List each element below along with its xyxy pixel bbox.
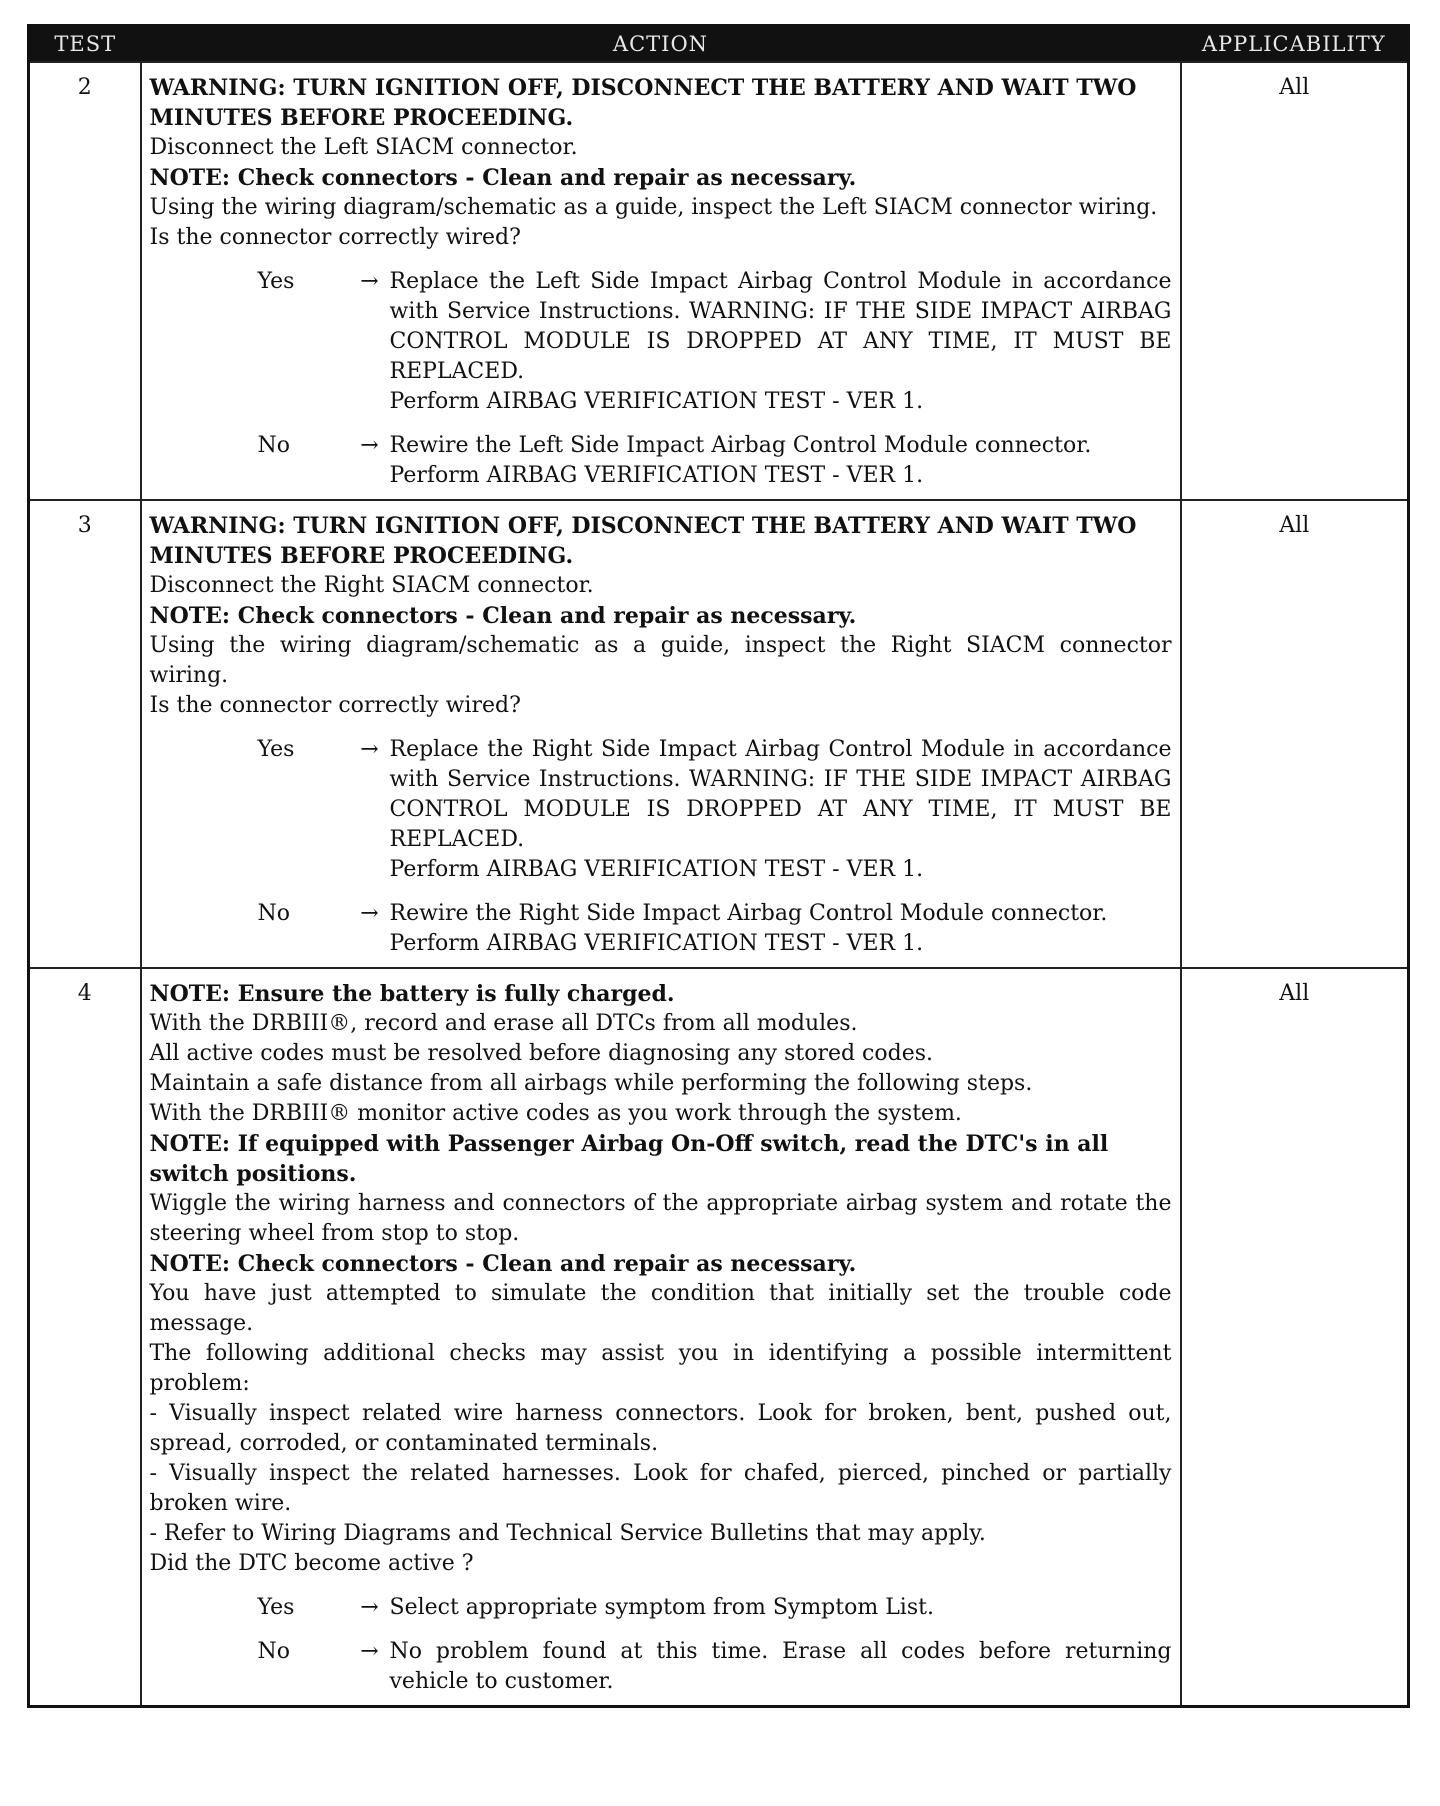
action-step: Wiggle the wiring harness and connectors of the appropriate airbag system and rotate the steering wheel from stop to stop. <box>149 1191 1172 1246</box>
action-step: You have just attempted to simulate the condition that initially set the trouble code message. <box>149 1281 1172 1336</box>
outcome-no-label: No <box>257 433 290 458</box>
outcome-yes-text <box>390 1593 1172 1623</box>
table-body <box>29 62 1409 1707</box>
outcome-line: No problem found at this time. Erase all codes before returning vehicle to customer. <box>389 1639 1172 1694</box>
action-step: Disconnect the Left SIACM connector. <box>149 135 578 160</box>
outcome-yes <box>150 735 1172 885</box>
action-step: With the DRBIII® monitor active codes as you work through the system. <box>149 1101 962 1126</box>
action-step: The following additional checks may assist you in identifying a possible intermittent problem: <box>149 1341 1172 1396</box>
action-step: - Refer to Wiring Diagrams and Technical Service Bulletins that may apply. <box>149 1521 986 1546</box>
table-row <box>29 500 1409 968</box>
right-arrow-icon: → <box>360 433 379 458</box>
action-step: - Visually inspect related wire harness connectors. Look for broken, bent, pushed out, spread, corroded, or contaminated terminals. <box>149 1401 1172 1456</box>
table-row <box>29 968 1409 1707</box>
outcome-line: Perform AIRBAG VERIFICATION TEST - VER 1. <box>389 389 924 414</box>
outcome-no <box>150 1637 1172 1697</box>
action-step: Using the wiring diagram/schematic as a guide, inspect the Right SIACM connector wiring. <box>149 633 1172 688</box>
action-step: Is the connector correctly wired? <box>149 693 521 718</box>
action-note: NOTE: Check connectors - Clean and repair as necessary. <box>149 165 857 191</box>
outcome-yes-text <box>390 267 1172 417</box>
outcome-line: Replace the Right Side Impact Airbag Control Module in accordance with Service Instructions. WARNING: IF THE SIDE IMPACT AIRBAG CONTROL MODULE IS DROPPED AT ANY TIME, IT MUST BE REPLACED. <box>389 737 1172 852</box>
outcome-yes-text <box>390 735 1172 885</box>
outcome-yes-label: Yes <box>257 1595 295 1620</box>
right-arrow-icon: → <box>360 1595 379 1620</box>
outcome-no-label: No <box>257 1639 290 1664</box>
test-number: 3 <box>29 500 141 968</box>
outcome-no-text <box>390 899 1172 959</box>
action-step: - Visually inspect the related harnesses. Look for chafed, pierced, pinched or partially broken wire. <box>149 1461 1172 1516</box>
diagnostic-test-table-container <box>27 24 1407 1708</box>
applicability-value: All <box>1181 62 1409 500</box>
applicability-value: All <box>1181 500 1409 968</box>
action-cell <box>141 968 1181 1707</box>
right-arrow-icon: → <box>360 269 379 294</box>
diagnostic-test-table <box>27 24 1410 1708</box>
action-cell <box>141 500 1181 968</box>
outcome-line: Select appropriate symptom from Symptom List. <box>389 1595 934 1620</box>
action-note: NOTE: Check connectors - Clean and repair as necessary. <box>149 603 857 629</box>
outcome-line: Perform AIRBAG VERIFICATION TEST - VER 1. <box>389 857 924 882</box>
action-cell <box>141 62 1181 500</box>
outcome-no <box>150 431 1172 491</box>
outcome-yes <box>150 267 1172 417</box>
action-note: NOTE: If equipped with Passenger Airbag On-Off switch, read the DTC's in all switch positions. <box>149 1131 1109 1187</box>
action-note: WARNING: TURN IGNITION OFF, DISCONNECT THE BATTERY AND WAIT TWO MINUTES BEFORE PROCEEDING. <box>149 75 1137 131</box>
table-row <box>29 62 1409 500</box>
outcome-no-label: No <box>257 901 290 926</box>
action-note: WARNING: TURN IGNITION OFF, DISCONNECT THE BATTERY AND WAIT TWO MINUTES BEFORE PROCEEDING. <box>149 513 1137 569</box>
action-note: NOTE: Check connectors - Clean and repair as necessary. <box>149 1251 857 1277</box>
outcome-no-text <box>390 1637 1172 1697</box>
outcome-no <box>150 899 1172 959</box>
test-number: 2 <box>29 62 141 500</box>
outcome-yes <box>150 1593 1172 1623</box>
outcome-yes-label: Yes <box>257 269 295 294</box>
action-step: Is the connector correctly wired? <box>149 225 521 250</box>
table-header-row <box>29 26 1409 63</box>
action-step: All active codes must be resolved before diagnosing any stored codes. <box>149 1041 934 1066</box>
outcome-line: Rewire the Right Side Impact Airbag Control Module connector. <box>389 901 1108 926</box>
action-step: With the DRBIII®, record and erase all DTCs from all modules. <box>149 1011 858 1036</box>
test-number: 4 <box>29 968 141 1707</box>
action-step: Using the wiring diagram/schematic as a guide, inspect the Left SIACM connector wiring. <box>149 195 1158 220</box>
outcome-line: Rewire the Left Side Impact Airbag Control Module connector. <box>389 433 1092 458</box>
action-step: Disconnect the Right SIACM connector. <box>149 573 594 598</box>
right-arrow-icon: → <box>360 737 379 762</box>
action-step: Maintain a safe distance from all airbags while performing the following steps. <box>149 1071 1033 1096</box>
outcome-yes-label: Yes <box>257 737 295 762</box>
right-arrow-icon: → <box>360 1639 379 1664</box>
outcome-line: Replace the Left Side Impact Airbag Control Module in accordance with Service Instructions. WARNING: IF THE SIDE IMPACT AIRBAG CONTROL MODULE IS DROPPED AT ANY TIME, IT MUST BE REPLACED. <box>389 269 1172 384</box>
applicability-value: All <box>1181 968 1409 1707</box>
header-applicability: APPLICABILITY <box>1181 26 1409 63</box>
right-arrow-icon: → <box>360 901 379 926</box>
outcome-line: Perform AIRBAG VERIFICATION TEST - VER 1. <box>389 463 924 488</box>
action-note: NOTE: Ensure the battery is fully charged. <box>149 981 675 1007</box>
outcome-no-text <box>390 431 1172 491</box>
header-test: TEST <box>29 26 141 63</box>
header-action: ACTION <box>141 26 1181 63</box>
outcome-line: Perform AIRBAG VERIFICATION TEST - VER 1. <box>389 931 924 956</box>
action-step: Did the DTC become active ? <box>149 1551 474 1576</box>
